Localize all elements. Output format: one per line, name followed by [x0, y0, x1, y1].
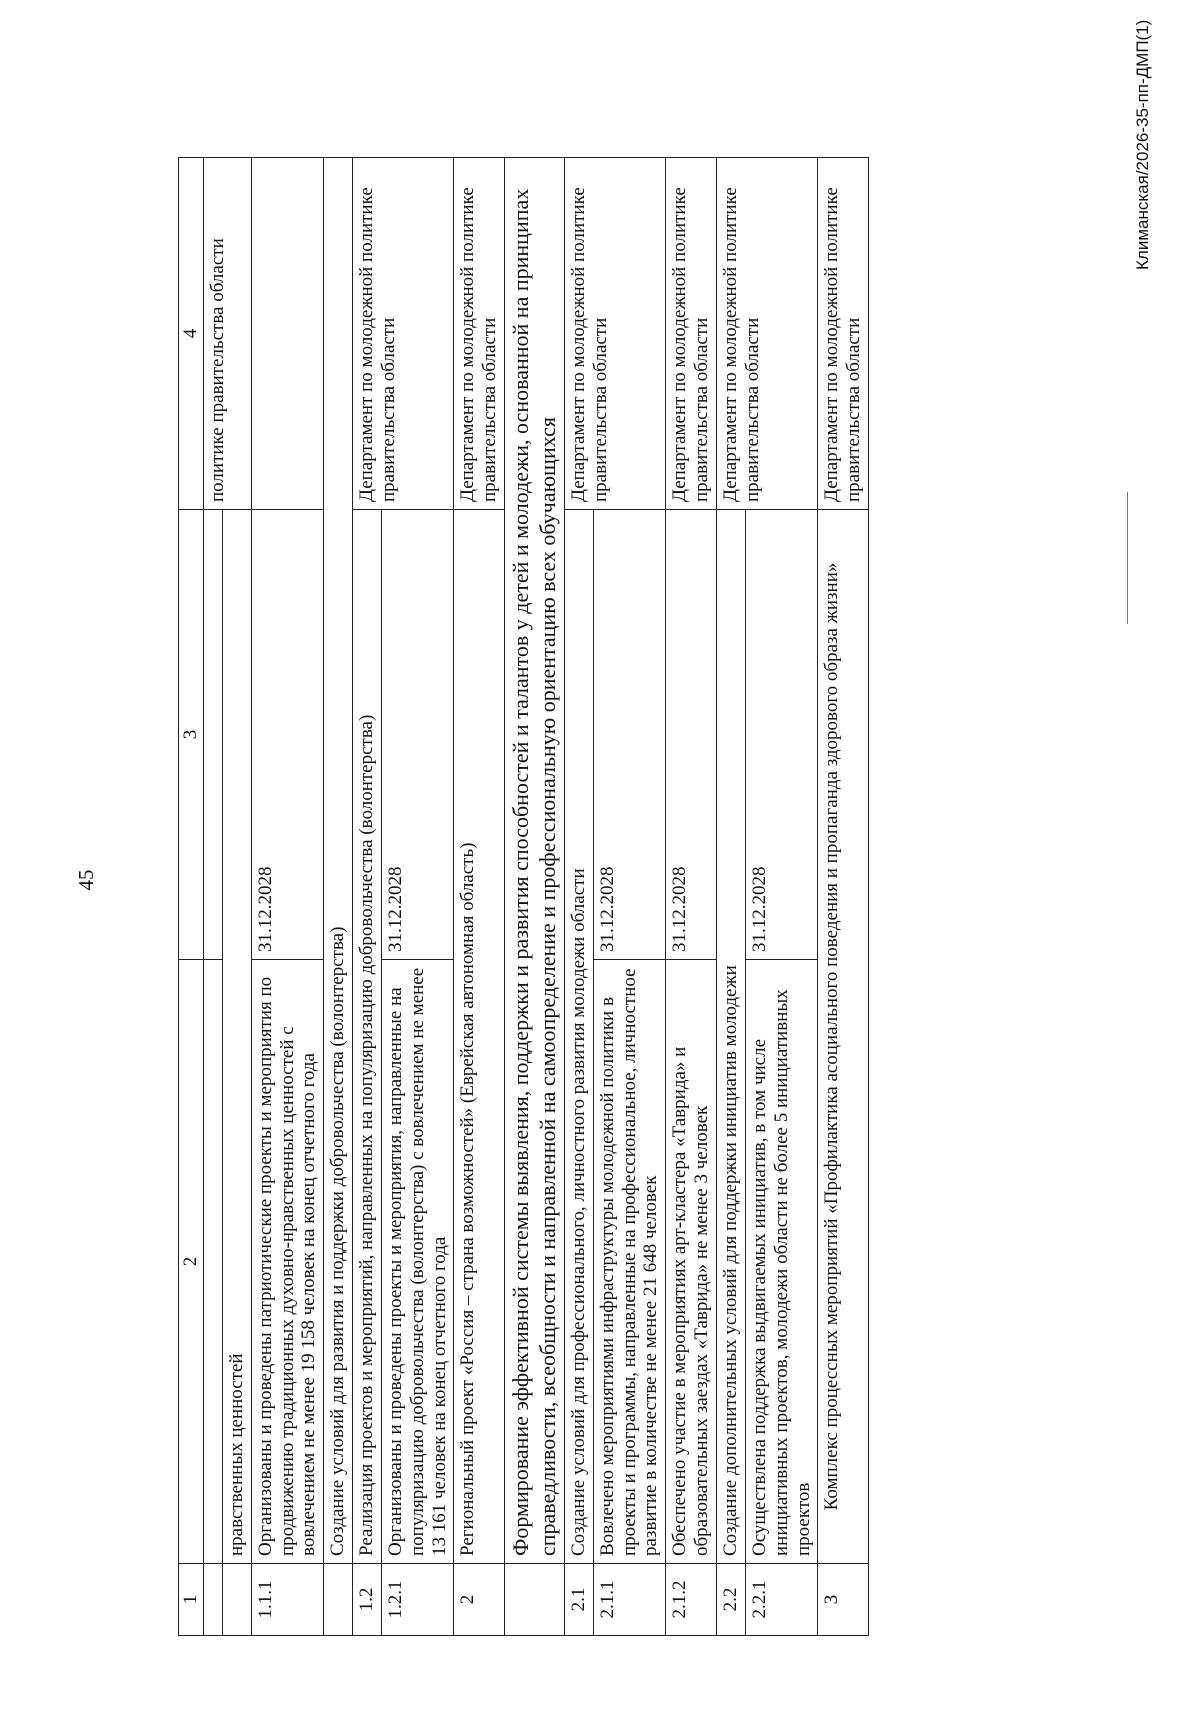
table-header-row	[179, 158, 204, 1636]
row-responsible: Департамент по молодежной политике правительства области	[818, 158, 869, 510]
row-responsible: Департамент по молодежной политике правительства области	[666, 158, 717, 510]
row-description: Обеспечено участие в мероприятиях арт-кластера «Таврида» и образовательных заездах «Таврида» не менее 3 человек	[666, 960, 717, 1564]
table-row	[818, 158, 869, 1636]
row-number: 2.1	[564, 1564, 593, 1636]
footer-divider	[1127, 492, 1128, 624]
row-description: Реализация проектов и мероприятий, направленных на популяризацию добровольчества (волонтерства)	[353, 510, 382, 1564]
row-description: Организованы и проведены проекты и мероприятия, направленные на популяризацию добровольчества (волонтерства) с вовлечением не менее 13 161 человек на конец отчетного года	[381, 960, 454, 1564]
table-row	[716, 158, 745, 1636]
measures-table	[178, 157, 869, 1636]
row-deadline: 31.12.2028	[381, 510, 454, 960]
table-row	[251, 158, 324, 1636]
row-description: Региональный проект «Россия – страна возможностей» (Еврейская автономная область)	[454, 510, 505, 1564]
responsible-cell: политике правительства области	[203, 158, 251, 510]
row-deadline: 31.12.2028	[593, 510, 666, 960]
table-row	[454, 158, 505, 1636]
row-number: 1.1.1	[251, 1564, 324, 1636]
table-row	[203, 158, 222, 1636]
row-deadline: 31.12.2028	[666, 510, 717, 960]
table-row	[564, 158, 593, 1636]
row-number: 2.1.2	[666, 1564, 717, 1636]
row-responsible: Департамент по молодежной политике правительства области	[716, 158, 817, 510]
row-responsible: Департамент по молодежной политике правительства области	[564, 158, 665, 510]
document-code: Климанская/2026-35-пп-ДМП(1)	[1133, 19, 1152, 270]
row-deadline: 31.12.2028	[745, 510, 818, 960]
row-number: 2.1.1	[593, 1564, 666, 1636]
table-row	[353, 158, 382, 1636]
row-number: 3	[818, 1564, 869, 1636]
header-col-1: 1	[179, 1564, 204, 1636]
header-col-3: 3	[179, 510, 204, 960]
row-deadline: 31.12.2028	[251, 510, 324, 960]
row-description: Организованы и проведены патриотические проекты и мероприятия по продвижению традиционных духовно-нравственных ценностей с вовлечением не менее 19 158 человек на конец отчетного года	[251, 960, 324, 1564]
row-description: Осуществлена поддержка выдвигаемых инициатив, в том числе инициативных проектов, молодежи области не более 5 инициативных проектов	[745, 960, 818, 1564]
row-number: 1.2	[353, 1564, 382, 1636]
continued-text-cell: нравственных ценностей	[222, 510, 251, 1564]
row-responsible: Департамент по молодежной политике правительства области	[353, 158, 454, 510]
row-number: 2	[454, 1564, 505, 1636]
header-col-4: 4	[179, 158, 204, 510]
task-heading-cell: Формирование эффективной системы выявления, поддержки и развития способностей и талантов у детей и молодежи, основанной на принципах справедливости, всеобщности и направленной на самоопределение и профессиональную ориентацию всех обучающихся	[505, 158, 565, 1564]
table-row	[505, 158, 565, 1636]
row-description: Создание дополнительных условий для поддержки инициатив молодежи	[716, 510, 745, 1564]
section-heading-cell: Создание условий для развития и поддержки добровольчества (волонтерства)	[324, 158, 353, 1564]
row-responsible	[251, 158, 324, 510]
table-row	[666, 158, 717, 1636]
row-description: Создание условий для профессионального, личностного развития молодежи области	[564, 510, 593, 1564]
row-number: 2.2	[716, 1564, 745, 1636]
row-number: 1.2.1	[381, 1564, 454, 1636]
row-description: Вовлечено мероприятиями инфраструктуры молодежной политики в проекты и программы, направленные на профессиональное, личностное развитие в количестве не менее 21 648 человек	[593, 960, 666, 1564]
row-number: 2.2.1	[745, 1564, 818, 1636]
row-responsible: Департамент по молодежной политике правительства области	[454, 158, 505, 510]
table-row	[324, 158, 353, 1636]
header-col-2: 2	[179, 960, 204, 1564]
row-description: Комплекс процессных мероприятий «Профилактика асоциального поведения и пропаганда здорового образа жизни»	[818, 510, 869, 1564]
page-number: 45	[74, 869, 98, 891]
rotated-table-wrapper	[178, 158, 869, 1636]
